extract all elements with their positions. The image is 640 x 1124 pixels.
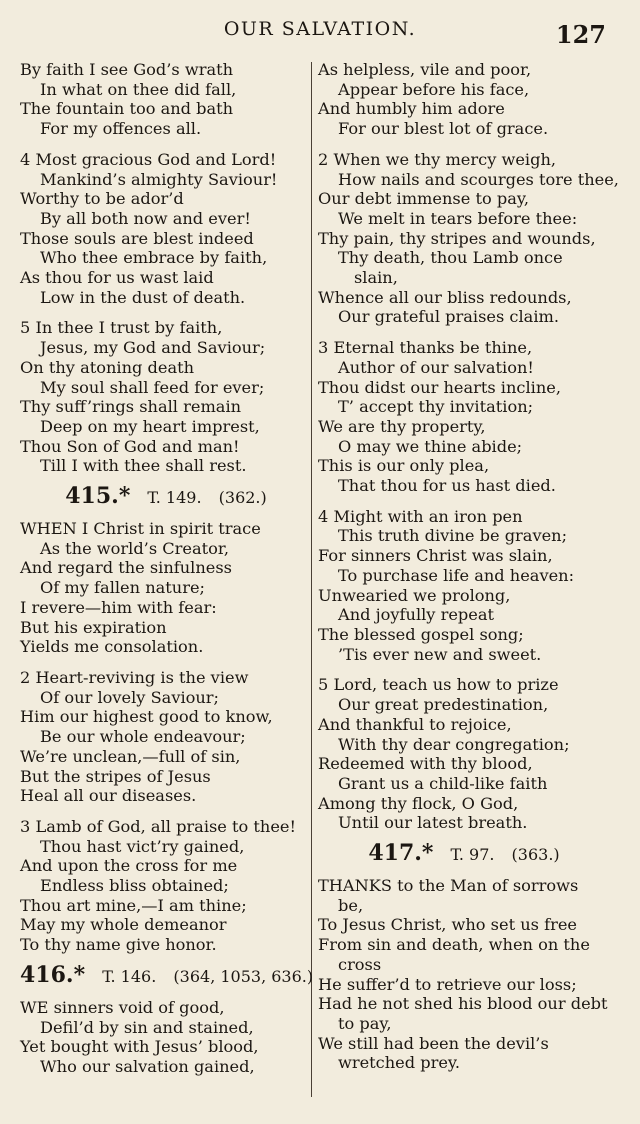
verse-line: In what on thee did fall, bbox=[40, 79, 237, 99]
verse-line: How nails and scourges tore thee, bbox=[338, 169, 619, 189]
verse-line: For sinners Christ was slain, bbox=[318, 546, 553, 566]
verse-line: I revere—him with fear: bbox=[20, 597, 217, 617]
verse-line: We still had been the devil’s bbox=[318, 1033, 549, 1053]
verse-line: On thy atoning death bbox=[20, 357, 195, 377]
verse-line: May my whole demeanor bbox=[20, 915, 227, 935]
hymn-tune: T. 149. bbox=[147, 488, 202, 508]
verse-line: Mankind’s almighty Saviour! bbox=[40, 169, 278, 189]
verse-line: Our grateful praises claim. bbox=[338, 307, 559, 327]
verse-line: Thou didst our hearts incline, bbox=[318, 377, 561, 397]
stanza bbox=[318, 507, 610, 665]
verse-line: 2 Heart-reviving is the view bbox=[20, 667, 249, 687]
verse-line: And thankful to rejoice, bbox=[318, 714, 512, 734]
verse-line: Him our highest good to know, bbox=[20, 707, 273, 727]
stanza bbox=[20, 817, 312, 955]
verse-line: Be our whole endeavour; bbox=[40, 727, 246, 747]
page-number: 127 bbox=[555, 20, 606, 49]
verse-line: be, bbox=[338, 895, 364, 915]
hymn-tune: T. 146. bbox=[102, 966, 157, 986]
verse-line: That thou for us hast died. bbox=[338, 476, 556, 496]
page-header bbox=[0, 14, 640, 48]
verse-line: This truth divine be graven; bbox=[338, 526, 568, 546]
hymn-heading bbox=[20, 961, 314, 988]
verse-line: slain, bbox=[354, 268, 398, 288]
verse-line: Thy pain, thy stripes and wounds, bbox=[318, 228, 596, 248]
verse-line: 3 Eternal thanks be thine, bbox=[318, 338, 533, 358]
verse-line: ’Tis ever new and sweet. bbox=[338, 644, 542, 664]
verse-line: And regard the sinfulness bbox=[20, 558, 232, 578]
verse-line: And humbly him adore bbox=[318, 99, 505, 119]
stanza bbox=[20, 318, 312, 476]
verse-line: To Jesus Christ, who set us free bbox=[318, 915, 577, 935]
verse-line: As the world’s Creator, bbox=[40, 538, 229, 558]
stanza bbox=[318, 675, 610, 833]
hymn-reference: (364, 1053, 636.) bbox=[173, 966, 314, 986]
verse-line: Redeemed with thy blood, bbox=[318, 754, 533, 774]
verse-line: We’re unclean,—full of sin, bbox=[20, 746, 241, 766]
verse-line: Grant us a child-like faith bbox=[338, 773, 548, 793]
hymn-heading bbox=[318, 840, 610, 867]
verse-line: WHEN I Christ in spirit trace bbox=[20, 519, 261, 539]
verse-line: THANKS to the Man of sorrows bbox=[318, 876, 579, 896]
verse-line: Who our salvation gained, bbox=[40, 1056, 255, 1076]
stanza bbox=[318, 60, 610, 139]
verse-line: Of my fallen nature; bbox=[40, 578, 205, 598]
right-column bbox=[318, 60, 619, 1073]
verse-line: But his expiration bbox=[20, 617, 167, 637]
verse-line: Author of our salvation! bbox=[338, 357, 534, 377]
stanza bbox=[20, 668, 312, 806]
verse-line: The blessed gospel song; bbox=[318, 624, 524, 644]
stanza bbox=[318, 338, 610, 496]
verse-line: This is our only plea, bbox=[318, 456, 490, 476]
verse-line: By faith I see God’s wrath bbox=[20, 60, 234, 79]
verse-line: T’ accept thy invitation; bbox=[338, 397, 534, 417]
stanza bbox=[318, 149, 619, 327]
verse-line: 3 Lamb of God, all praise to thee! bbox=[20, 816, 297, 836]
hymn-number: 415.* bbox=[65, 483, 131, 510]
verse-line: Thou art mine,—I am thine; bbox=[20, 895, 247, 915]
verse-line: Of our lovely Saviour; bbox=[40, 687, 220, 707]
verse-line: Had he not shed his blood our debt bbox=[318, 994, 608, 1014]
hymn-number: 416.* bbox=[20, 961, 86, 988]
verse-line: 2 When we thy mercy weigh, bbox=[318, 149, 557, 169]
verse-line: As thou for us wast laid bbox=[20, 268, 214, 288]
verse-line: to pay, bbox=[338, 1013, 392, 1033]
verse-line: Heal all our diseases. bbox=[20, 786, 197, 806]
verse-line: Who thee embrace by faith, bbox=[40, 248, 268, 268]
verse-line: We melt in tears before thee: bbox=[338, 208, 578, 228]
hymn-reference: (363.) bbox=[511, 845, 560, 865]
stanza bbox=[20, 150, 312, 308]
verse-line: Yields me consolation. bbox=[20, 637, 204, 657]
stanza bbox=[20, 998, 312, 1077]
verse-line: With thy dear congregation; bbox=[338, 734, 570, 754]
verse-line: Low in the dust of death. bbox=[40, 287, 246, 307]
verse-line: 4 Might with an iron pen bbox=[318, 506, 523, 526]
verse-line: Unwearied we prolong, bbox=[318, 585, 511, 605]
verse-line: As helpless, vile and poor, bbox=[318, 60, 532, 79]
stanza bbox=[318, 876, 610, 1073]
verse-line: And upon the cross for me bbox=[20, 856, 238, 876]
hymn-reference: (362.) bbox=[218, 488, 267, 508]
verse-line: Defil’d by sin and stained, bbox=[40, 1017, 254, 1037]
hymn-heading bbox=[20, 483, 312, 510]
verse-line: My soul shall feed for ever; bbox=[40, 377, 265, 397]
verse-line: cross bbox=[338, 954, 382, 974]
verse-line: From sin and death, when on the bbox=[318, 935, 590, 955]
verse-line: wretched prey. bbox=[338, 1053, 461, 1073]
verse-line: Thy death, thou Lamb once bbox=[338, 248, 563, 268]
verse-line: We are thy property, bbox=[318, 416, 486, 436]
verse-line: Our debt immense to pay, bbox=[318, 189, 529, 209]
left-column bbox=[20, 60, 312, 1077]
verse-line: The fountain too and bath bbox=[20, 99, 234, 119]
verse-line: Appear before his face, bbox=[338, 79, 530, 99]
verse-line: By all both now and ever! bbox=[40, 208, 251, 228]
verse-line: Endless bliss obtained; bbox=[40, 876, 229, 896]
verse-line: Until our latest breath. bbox=[338, 813, 528, 833]
verse-line: Our great predestination, bbox=[338, 695, 549, 715]
verse-line: For my offences all. bbox=[40, 119, 202, 139]
verse-line: Thou Son of God and man! bbox=[20, 436, 240, 456]
verse-line: Worthy to be ador’d bbox=[20, 189, 184, 209]
verse-line: But the stripes of Jesus bbox=[20, 766, 211, 786]
hymn-tune: T. 97. bbox=[450, 845, 495, 865]
verse-line: O may we thine abide; bbox=[338, 436, 523, 456]
verse-line: Whence all our bliss redounds, bbox=[318, 287, 572, 307]
verse-line: Thy suff’rings shall remain bbox=[20, 397, 242, 417]
verse-line: And joyfully repeat bbox=[338, 605, 495, 625]
verse-line: He suffer’d to retrieve our loss; bbox=[318, 974, 577, 994]
verse-line: Those souls are blest indeed bbox=[20, 228, 254, 248]
running-title: OUR SALVATION. bbox=[223, 18, 417, 40]
verse-line: WE sinners void of good, bbox=[20, 997, 225, 1017]
verse-line: For our blest lot of grace. bbox=[338, 119, 549, 139]
verse-line: 5 Lord, teach us how to prize bbox=[318, 675, 559, 695]
verse-line: 5 In thee I trust by faith, bbox=[20, 318, 223, 338]
verse-line: Deep on my heart imprest, bbox=[40, 416, 260, 436]
verse-line: To thy name give honor. bbox=[20, 935, 217, 955]
verse-line: Thou hast vict’ry gained, bbox=[40, 836, 245, 856]
verse-line: 4 Most gracious God and Lord! bbox=[20, 149, 277, 169]
stanza bbox=[20, 60, 312, 139]
verse-line: Jesus, my God and Saviour; bbox=[40, 338, 266, 358]
hymn-number: 417.* bbox=[368, 840, 434, 867]
verse-line: Till I with thee shall rest. bbox=[40, 456, 247, 476]
verse-line: Among thy flock, O God, bbox=[318, 793, 519, 813]
verse-line: Yet bought with Jesus’ blood, bbox=[20, 1037, 259, 1057]
stanza bbox=[20, 519, 312, 657]
verse-line: To purchase life and heaven: bbox=[338, 565, 575, 585]
